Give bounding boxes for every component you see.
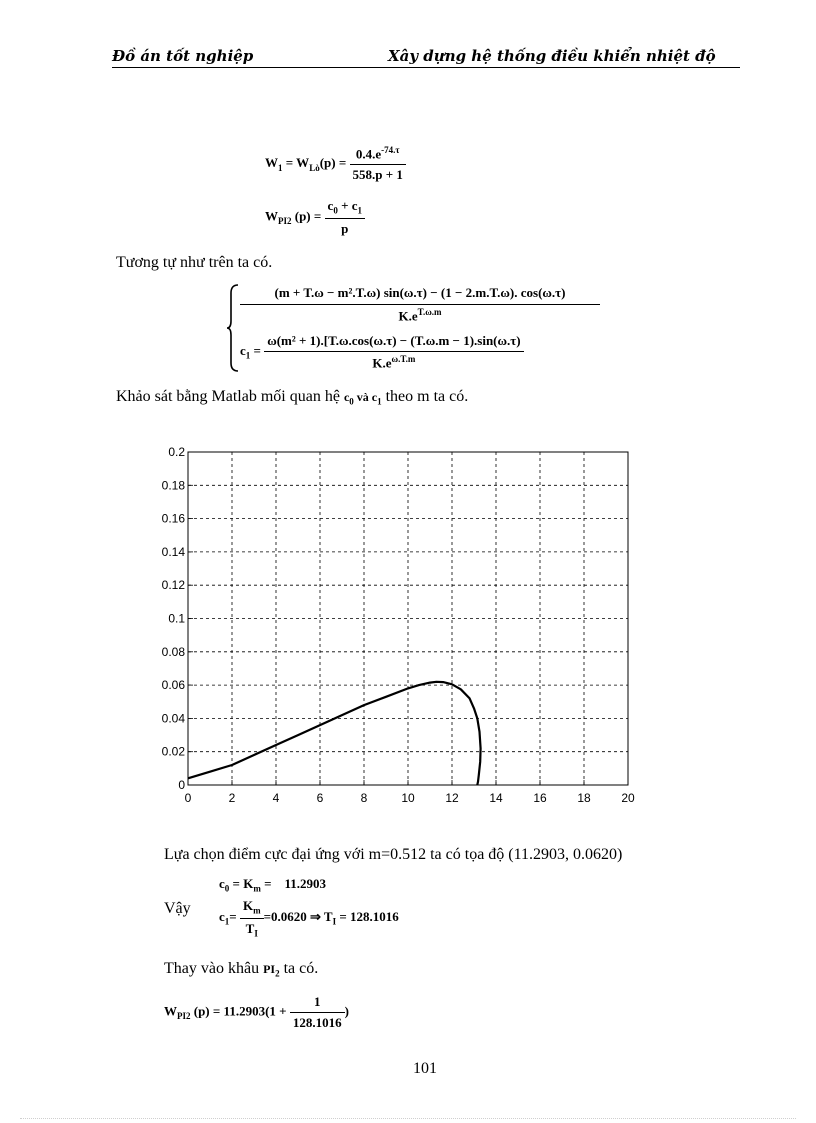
system-row2-numerator: ω(m² + 1).[T.ω.cos(ω.τ) − (T.ω.m − 1).sin(ω.τ) <box>264 333 523 352</box>
y-tick-label: 0.2 <box>168 445 185 459</box>
x-tick-label: 20 <box>621 791 635 805</box>
x-tick-label: 18 <box>577 791 591 805</box>
vay-label: Vậy <box>164 900 191 917</box>
paragraph-lua-chon: Lựa chọn điểm cực đại ứng với m=0.512 ta có tọa độ (11.2903, 0.0620) <box>164 846 623 863</box>
x-tick-label: 10 <box>401 791 415 805</box>
equation-system <box>226 283 606 373</box>
y-tick-label: 0.02 <box>161 744 185 759</box>
x-tick-label: 8 <box>360 791 368 805</box>
x-tick-label: 0 <box>184 791 192 805</box>
paragraph-khao-sat: Khảo sát bằng Matlab mối quan hệ $c_0$ và $c_1$ theo m ta có. <box>116 388 469 407</box>
y-tick-label: 0.04 <box>161 711 185 726</box>
system-row1-denominator: $K.e^{T.\omega.m}$ <box>398 307 442 324</box>
matlab-plot <box>150 442 640 812</box>
y-tick-label: 0.08 <box>161 644 185 659</box>
y-tick-label: 0.14 <box>161 544 185 559</box>
header-rule <box>112 67 740 68</box>
header-left: Đồ án tốt nghiệp <box>112 47 254 65</box>
system-row1 <box>240 285 600 324</box>
footer-dotted-line <box>20 1118 796 1119</box>
x-tick-label: 4 <box>272 791 280 805</box>
y-tick-label: 0.18 <box>161 478 185 493</box>
paragraph-tuong-tu: Tương tự như trên ta có. <box>116 254 273 271</box>
equation-c1: $c_1=$ $\frac{K_m}{T_I}$ =0.0620 ⇒ $T_I = 128.1016$ <box>219 898 399 939</box>
series-line <box>188 682 481 785</box>
system-brace <box>226 283 240 373</box>
equation-wpi2: $W_{PI2}$ (p) = $\frac{c_0 + c_1}{p}$ <box>265 198 365 237</box>
x-tick-label: 12 <box>445 791 459 805</box>
y-tick-label: 0 <box>178 778 185 792</box>
x-tick-label: 6 <box>316 791 324 805</box>
system-row2: $c_1$ = $\frac{\text{ω(m² + 1).[T.ω.cos(ω.τ) − (T.ω.m − 1).sin(ω.τ)}}{K.e^{\omega.T.m}}$ <box>240 333 610 371</box>
system-row2-denominator: $K.e^{\omega.T.m}$ <box>372 354 416 371</box>
x-tick-label: 2 <box>228 791 236 805</box>
x-tick-label: 16 <box>533 791 547 805</box>
y-tick-label: 0.16 <box>161 511 185 526</box>
page-number: 101 <box>413 1060 437 1077</box>
y-tick-label: 0.06 <box>161 678 185 693</box>
equation-w1: $W_1 = W_{Lò}(p)$ = $\frac{0.4.e^{-74.\tau}}{558.p + 1}$ <box>265 145 406 183</box>
header-right: Xây dựng hệ thống điều khiển nhiệt độ <box>388 47 716 65</box>
y-tick-label: 0.1 <box>168 611 185 626</box>
equation-wpi2-final: $W_{PI2}$ (p) = 11.2903(1 + $\frac{1}{128.1016}$ ) <box>164 994 349 1030</box>
equation-c0: $c_0 = K_m$ = 11.2903 <box>219 876 327 894</box>
system-row1-numerator: (m + T.ω − m².T.ω) sin(ω.τ) − (1 − 2.m.T.ω). cos(ω.τ) <box>240 285 600 305</box>
paragraph-thay-vao: Thay vào khâu $PI_2$ ta có. <box>164 960 319 979</box>
y-tick-label: 0.12 <box>161 578 185 593</box>
x-tick-label: 14 <box>489 791 503 805</box>
